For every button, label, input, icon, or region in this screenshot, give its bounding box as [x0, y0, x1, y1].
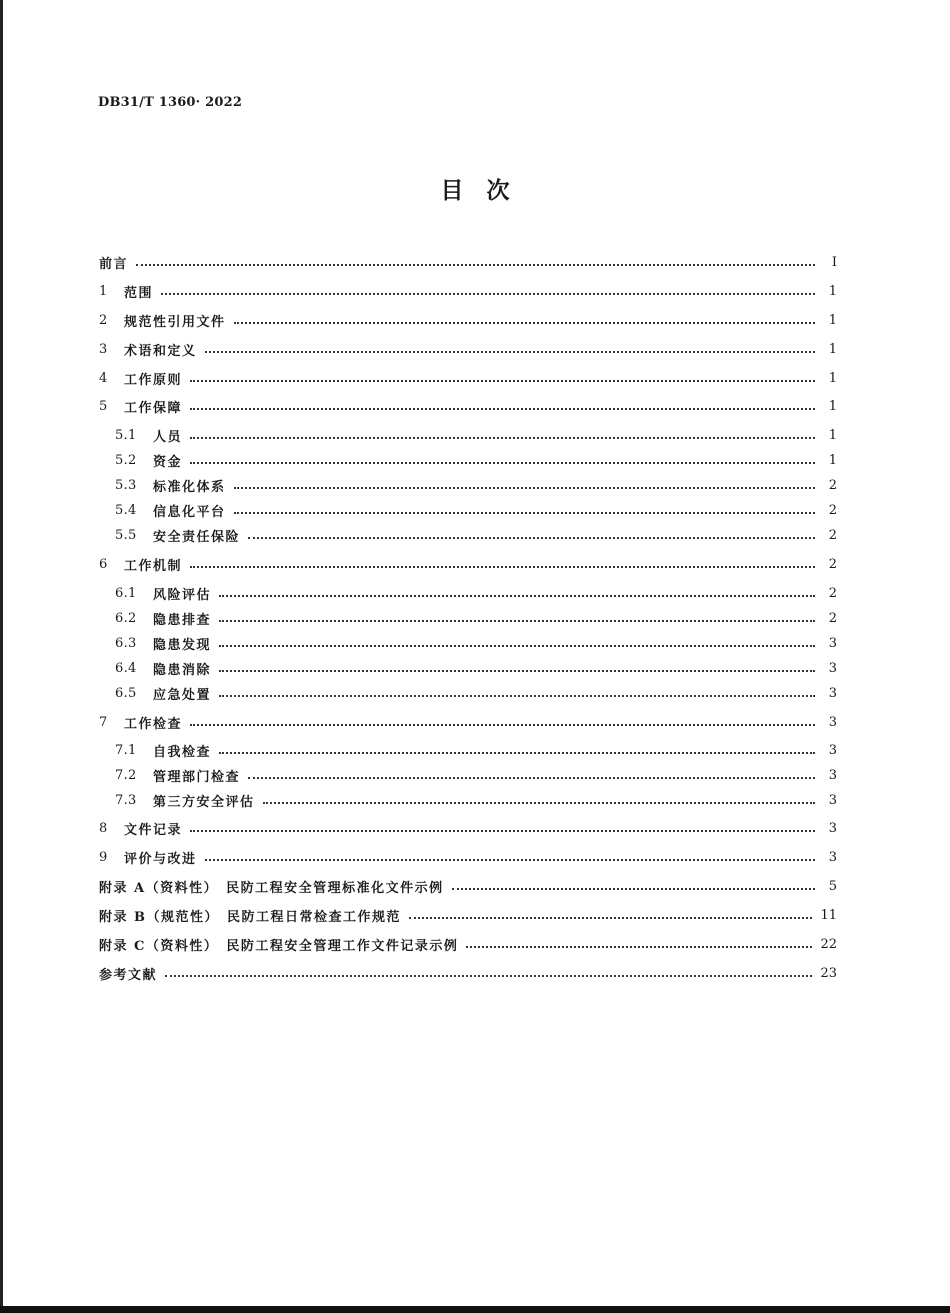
dot-leader: [190, 408, 815, 410]
toc-entry[interactable]: [99, 818, 837, 838]
toc-entry-number: 5.3: [115, 477, 137, 493]
dot-leader: [219, 670, 815, 672]
toc-entry-label: 自我检查: [153, 744, 212, 760]
toc-entry-number: 5.2: [115, 452, 137, 468]
toc-entry-page: 3: [828, 849, 837, 865]
dot-leader: [190, 724, 815, 726]
toc-entry-number: 5: [99, 398, 108, 414]
toc-entry-number: 5.4: [115, 502, 137, 518]
toc-entry[interactable]: [99, 790, 837, 810]
toc-entry-page: 2: [828, 610, 837, 626]
dot-leader: [190, 380, 815, 382]
toc-entry-page: 5: [828, 878, 837, 894]
dot-leader: [248, 777, 815, 779]
toc-entry-number: 4: [99, 370, 108, 386]
toc-entry[interactable]: [99, 633, 837, 653]
toc-entry-label: 工作原则: [124, 372, 183, 388]
toc-entry-label: 评价与改进: [124, 851, 197, 867]
toc-entry-label: 资金: [153, 454, 183, 470]
toc-entry-label: 范围: [124, 285, 154, 301]
dot-leader: [165, 975, 812, 977]
dot-leader: [136, 264, 815, 266]
toc-entry[interactable]: [99, 740, 837, 760]
dot-leader: [190, 462, 815, 464]
toc-entry[interactable]: [99, 583, 837, 603]
dot-leader: [205, 351, 815, 353]
toc-entry[interactable]: [99, 425, 837, 445]
toc-entry-page: 11: [820, 907, 837, 923]
toc-entry-number: 6.3: [115, 635, 137, 651]
toc-entry-page: 3: [828, 660, 837, 676]
toc-entry-label: 隐患消除: [153, 662, 212, 678]
toc-entry-label: 第三方安全评估: [153, 794, 255, 810]
toc-entry-page: 2: [828, 556, 837, 572]
toc-entry[interactable]: [99, 934, 837, 954]
toc-entry-label: 附录 B（规范性） 民防工程日常检查工作规范: [99, 909, 402, 925]
dot-leader: [219, 595, 815, 597]
toc-entry-page: 1: [828, 341, 837, 357]
toc-entry-label: 文件记录: [124, 822, 183, 838]
toc-entry[interactable]: [99, 963, 837, 983]
toc-entry[interactable]: [99, 683, 837, 703]
toc-entry-number: 5.5: [115, 527, 137, 543]
scan-edge-bottom: [0, 1306, 950, 1313]
toc-entry-label: 风险评估: [153, 587, 212, 603]
toc-entry-page: 3: [828, 820, 837, 836]
toc-entry-number: 8: [99, 820, 108, 836]
dot-leader: [190, 830, 815, 832]
toc-entry[interactable]: [99, 368, 837, 388]
toc-entry-label: 安全责任保险: [153, 529, 241, 545]
toc-entry-label: 附录 A（资料性） 民防工程安全管理标准化文件示例: [99, 880, 444, 896]
toc-entry[interactable]: [99, 450, 837, 470]
toc-entry-label: 规范性引用文件: [124, 314, 226, 330]
dot-leader: [190, 566, 815, 568]
toc-entry[interactable]: [99, 525, 837, 545]
toc-entry-number: 6.1: [115, 585, 137, 601]
toc-entry[interactable]: [99, 252, 837, 272]
dot-leader: [219, 752, 815, 754]
toc-entry[interactable]: [99, 281, 837, 301]
toc-entry-label: 工作检查: [124, 716, 183, 732]
toc-entry-label: 标准化体系: [153, 479, 226, 495]
toc-entry-page: 2: [828, 585, 837, 601]
toc-entry-page: 1: [828, 283, 837, 299]
toc-entry-page: I: [831, 254, 837, 270]
toc-entry-label: 应急处置: [153, 687, 212, 703]
toc-entry[interactable]: [99, 905, 837, 925]
toc-entry-page: 1: [828, 452, 837, 468]
toc-entry-label: 隐患排查: [153, 612, 212, 628]
toc-entry-page: 1: [828, 312, 837, 328]
dot-leader: [452, 888, 815, 890]
toc-entry[interactable]: [99, 396, 837, 416]
toc-entry-number: 7.1: [115, 742, 137, 758]
toc-entry-label: 人员: [153, 429, 183, 445]
toc-entry[interactable]: [99, 608, 837, 628]
dot-leader: [219, 620, 815, 622]
dot-leader: [219, 695, 815, 697]
dot-leader: [161, 293, 815, 295]
toc-entry[interactable]: [99, 876, 837, 896]
toc-entry-number: 6.4: [115, 660, 137, 676]
toc-entry-number: 5.1: [115, 427, 137, 443]
toc-entry-number: 6: [99, 556, 108, 572]
dot-leader: [466, 946, 812, 948]
toc-entry-page: 23: [820, 965, 837, 981]
toc-entry-page: 3: [828, 714, 837, 730]
toc-entry-number: 2: [99, 312, 108, 328]
toc-entry-number: 6.5: [115, 685, 137, 701]
dot-leader: [190, 437, 815, 439]
toc-entry-label: 前言: [99, 256, 129, 272]
toc-entry-number: 9: [99, 849, 108, 865]
toc-entry[interactable]: [99, 712, 837, 732]
toc-entry[interactable]: [99, 847, 837, 867]
toc-entry-page: 3: [828, 742, 837, 758]
dot-leader: [219, 645, 815, 647]
toc-entry-label: 隐患发现: [153, 637, 212, 653]
toc-entry-number: 3: [99, 341, 108, 357]
toc-entry-page: 2: [828, 477, 837, 493]
page-title: 目 次: [440, 177, 510, 204]
toc-entry-page: 3: [828, 635, 837, 651]
dot-leader: [234, 487, 815, 489]
dot-leader: [205, 859, 815, 861]
dot-leader: [263, 802, 815, 804]
toc-entry-label: 管理部门检查: [153, 769, 241, 785]
toc-entry-label: 工作机制: [124, 558, 183, 574]
toc-entry-label: 术语和定义: [124, 343, 197, 359]
toc-entry[interactable]: [99, 475, 837, 495]
document-code: DB31/T 1360· 2022: [98, 95, 243, 110]
toc-entry-page: 1: [828, 370, 837, 386]
dot-leader: [409, 917, 812, 919]
toc-entry-page: 1: [828, 427, 837, 443]
toc-entry-page: 3: [828, 685, 837, 701]
toc-entry-page: 2: [828, 527, 837, 543]
toc-entry-number: 1: [99, 283, 108, 299]
toc-entry-label: 信息化平台: [153, 504, 226, 520]
toc-entry-label: 工作保障: [124, 400, 183, 416]
toc-entry[interactable]: [99, 554, 837, 574]
toc-entry-page: 3: [828, 792, 837, 808]
toc-entry-number: 7.3: [115, 792, 137, 808]
toc-entry-page: 3: [828, 767, 837, 783]
toc-entry[interactable]: [99, 500, 837, 520]
toc-entry-label: 附录 C（资料性） 民防工程安全管理工作文件记录示例: [99, 938, 459, 954]
toc-entry[interactable]: [99, 310, 837, 330]
dot-leader: [248, 537, 815, 539]
toc-entry[interactable]: [99, 765, 837, 785]
dot-leader: [234, 512, 815, 514]
toc-entry-label: 参考文献: [99, 967, 158, 983]
toc-entry-number: 7: [99, 714, 108, 730]
toc-entry-number: 7.2: [115, 767, 137, 783]
toc-entry[interactable]: [99, 658, 837, 678]
toc-entry-number: 6.2: [115, 610, 137, 626]
dot-leader: [234, 322, 815, 324]
toc-entry-page: 1: [828, 398, 837, 414]
toc-entry[interactable]: [99, 339, 837, 359]
toc-entry-page: 22: [820, 936, 837, 952]
toc-entry-page: 2: [828, 502, 837, 518]
